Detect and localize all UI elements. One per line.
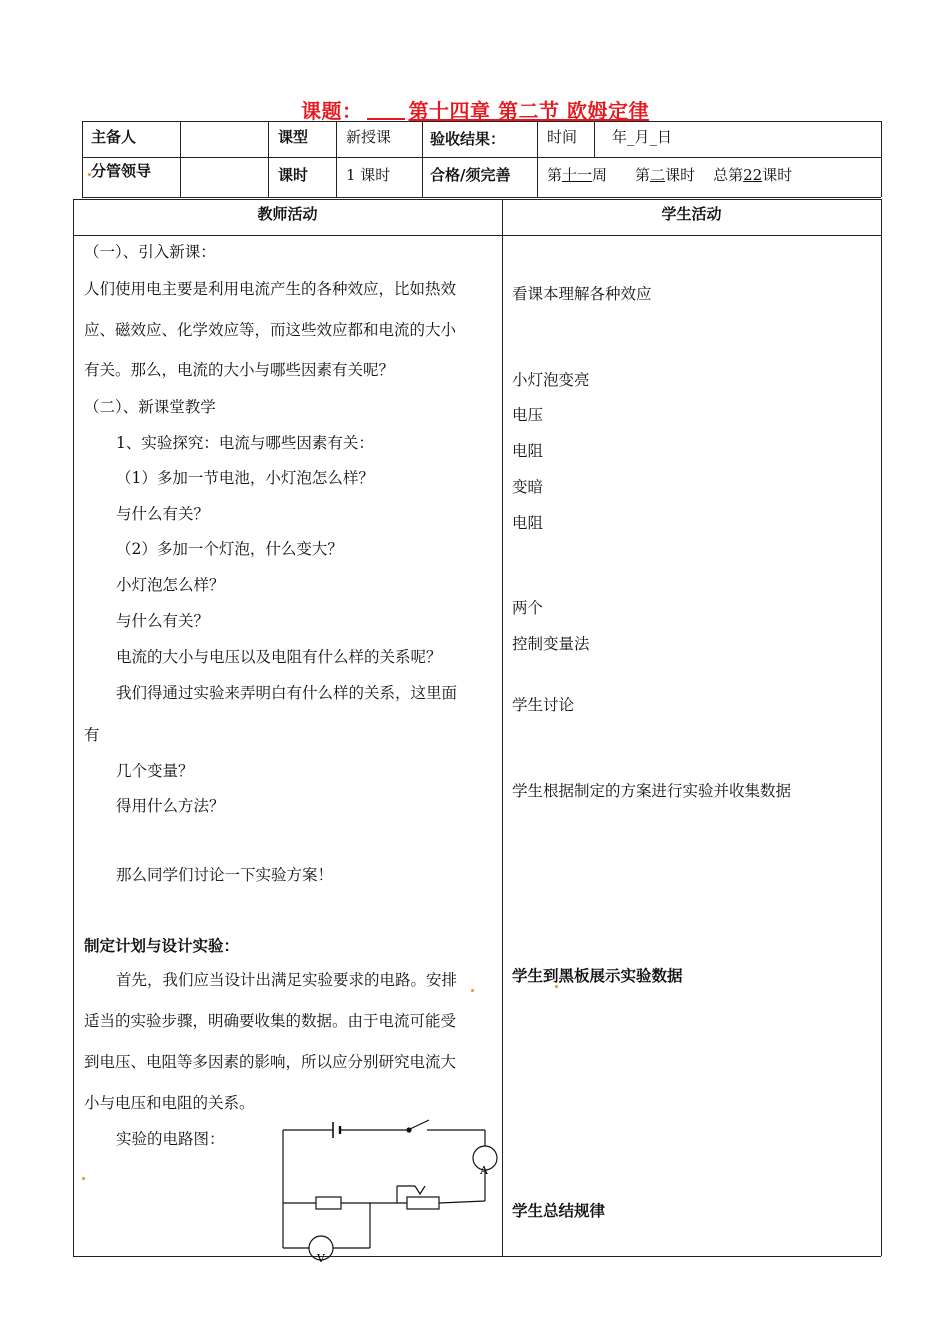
student-line: 变暗 bbox=[512, 478, 544, 496]
question-line: 电流的大小与电压以及电阻有什么样的关系呢？ bbox=[116, 648, 442, 666]
paragraph-line: 人们使用电主要是利用电流产生的各种效应，比如热效 bbox=[84, 280, 457, 298]
grade-label: 合格/须完善 bbox=[430, 166, 511, 184]
leader-label: 分管领导 bbox=[91, 162, 152, 180]
mark-dot bbox=[471, 989, 474, 992]
preparer-label: 主备人 bbox=[91, 128, 137, 146]
question-line: 得用什么方法？ bbox=[116, 797, 225, 815]
paragraph-line: 有关。那么，电流的大小与哪些因素有关呢？ bbox=[84, 361, 395, 379]
question-line: 有 bbox=[84, 726, 100, 744]
time-label: 时间 bbox=[547, 128, 578, 146]
paragraph-line: 适当的实验步骤，明确要收集的数据。由于电流可能受 bbox=[84, 1012, 457, 1030]
type-value: 新授课 bbox=[346, 128, 392, 146]
question-line: 与什么有关？ bbox=[116, 505, 210, 523]
question-line: 我们得通过实验来弄明白有什么样的关系，这里面 bbox=[116, 684, 458, 702]
question-line: 小灯泡怎么样？ bbox=[116, 576, 225, 594]
mark-dot bbox=[88, 173, 91, 176]
section-new-lesson: （二）、新课堂教学 bbox=[84, 398, 216, 416]
student-line: 电压 bbox=[512, 406, 544, 424]
question-line: 与什么有关？ bbox=[116, 612, 210, 630]
student-line: 电阻 bbox=[512, 442, 544, 460]
title-prefix: 课题： bbox=[301, 99, 363, 123]
teacher-column-header: 教师活动 bbox=[257, 205, 318, 223]
student-line: 两个 bbox=[512, 599, 544, 617]
title-blank bbox=[367, 100, 405, 120]
mark-dot bbox=[555, 985, 558, 988]
mark-dot bbox=[82, 1177, 85, 1180]
paragraph-line: 小与电压和电阻的关系。 bbox=[84, 1094, 255, 1112]
question-line: 1、实验探究：电流与哪些因素有关： bbox=[116, 434, 374, 452]
type-label: 课型 bbox=[278, 128, 309, 146]
page-title bbox=[0, 95, 950, 124]
paragraph-line: 到电压、电阻等多因素的影响，所以应分别研究电流大 bbox=[84, 1053, 457, 1071]
circuit-diagram bbox=[275, 1118, 500, 1263]
check-label: 验收结果： bbox=[430, 130, 506, 148]
plan-heading: 制定计划与设计实验： bbox=[84, 937, 240, 955]
student-line: 学生总结规律 bbox=[512, 1202, 606, 1220]
section-intro: （一）、引入新课： bbox=[84, 243, 216, 261]
question-line: 那么同学们讨论一下实验方案！ bbox=[116, 866, 334, 884]
hours-value: 1 课时 bbox=[346, 166, 391, 184]
student-line: 学生到黑板展示实验数据 bbox=[512, 967, 683, 985]
paragraph-line: 应、磁效应、化学效应等，而这些效应都和电流的大小 bbox=[84, 321, 457, 339]
student-column-header: 学生活动 bbox=[661, 205, 722, 223]
student-line: 学生根据制定的方案进行实验并收集数据 bbox=[512, 782, 792, 800]
question-line: （2）多加一个灯泡，什么变大？ bbox=[116, 540, 343, 558]
student-line: 电阻 bbox=[512, 514, 544, 532]
paragraph-line: 首先，我们应当设计出满足实验要求的电路。安排 bbox=[116, 971, 458, 989]
ammeter-label: A bbox=[480, 1164, 488, 1177]
schedule-text: 第十一周 第二课时 总第22课时 bbox=[547, 166, 793, 184]
circuit-label: 实验的电路图： bbox=[116, 1130, 225, 1148]
student-line: 学生讨论 bbox=[512, 696, 575, 714]
student-line: 小灯泡变亮 bbox=[512, 371, 590, 389]
student-line: 控制变量法 bbox=[512, 635, 590, 653]
question-line: 几个变量？ bbox=[116, 762, 194, 780]
date-text: 年_月_日 bbox=[612, 128, 673, 146]
title-text: 第十四章 第二节 欧姆定律 bbox=[408, 99, 649, 123]
hours-label: 课时 bbox=[278, 166, 309, 184]
voltmeter-label: V bbox=[317, 1252, 325, 1263]
question-line: （1）多加一节电池，小灯泡怎么样？ bbox=[116, 469, 374, 487]
student-line: 看课本理解各种效应 bbox=[512, 285, 652, 303]
